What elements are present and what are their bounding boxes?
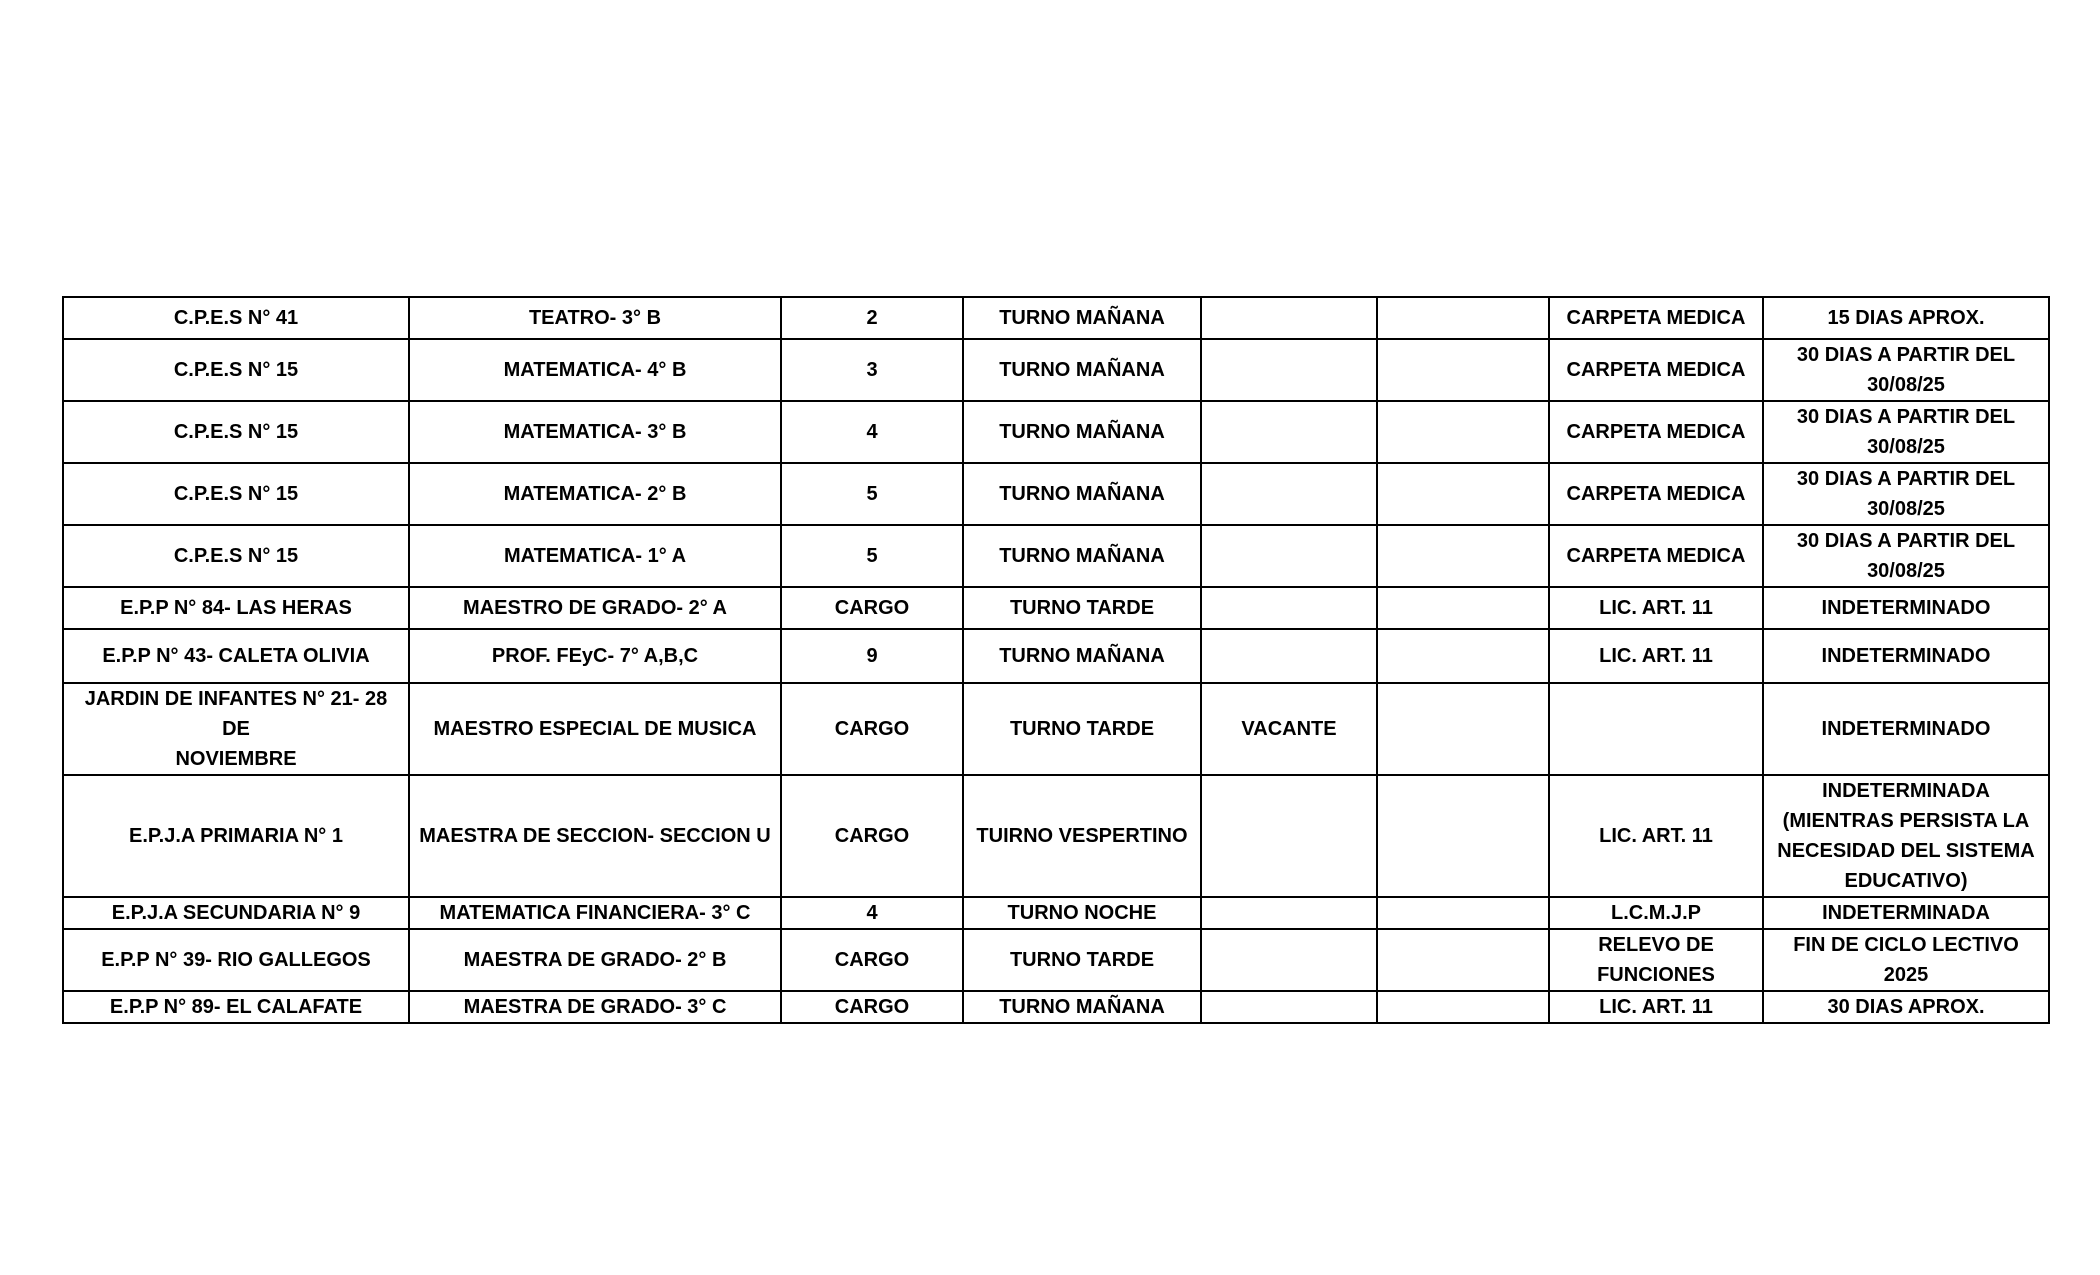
duration-cell: INDETERMINADA — [1763, 897, 2049, 929]
school-cell: E.P.J.A PRIMARIA N° 1 — [63, 775, 409, 897]
table-row — [63, 929, 2049, 991]
shift-cell: TURNO MAÑANA — [963, 297, 1201, 339]
shift-cell: TURNO TARDE — [963, 929, 1201, 991]
shift-cell: TURNO MAÑANA — [963, 991, 1201, 1023]
subject-cell: MATEMATICA- 1° A — [409, 525, 781, 587]
shift-cell: TURNO TARDE — [963, 587, 1201, 629]
school-cell: JARDIN DE INFANTES N° 21- 28 DE NOVIEMBRE — [63, 683, 409, 775]
blank-cell — [1377, 629, 1549, 683]
shift-cell: TURNO MAÑANA — [963, 401, 1201, 463]
status-cell: VACANTE — [1201, 683, 1377, 775]
shift-cell: TURNO MAÑANA — [963, 629, 1201, 683]
status-cell — [1201, 339, 1377, 401]
table-row — [63, 297, 2049, 339]
reason-cell: LIC. ART. 11 — [1549, 587, 1763, 629]
reason-cell: CARPETA MEDICA — [1549, 525, 1763, 587]
duration-cell: 30 DIAS A PARTIR DEL 30/08/25 — [1763, 339, 2049, 401]
subject-cell: PROF. FEyC- 7° A,B,C — [409, 629, 781, 683]
blank-cell — [1377, 929, 1549, 991]
hours-cell: CARGO — [781, 775, 963, 897]
shift-cell: TURNO MAÑANA — [963, 339, 1201, 401]
status-cell — [1201, 929, 1377, 991]
subject-cell: MATEMATICA FINANCIERA- 3° C — [409, 897, 781, 929]
subject-cell: MAESTRA DE SECCION- SECCION U — [409, 775, 781, 897]
table-row — [63, 629, 2049, 683]
shift-cell: TURNO MAÑANA — [963, 463, 1201, 525]
subject-cell: MATEMATICA- 3° B — [409, 401, 781, 463]
shift-cell: TUIRNO VESPERTINO — [963, 775, 1201, 897]
blank-cell — [1377, 339, 1549, 401]
blank-cell — [1377, 401, 1549, 463]
table-row — [63, 401, 2049, 463]
hours-cell: 4 — [781, 897, 963, 929]
table-body — [63, 297, 2049, 1023]
duration-cell: 30 DIAS A PARTIR DEL 30/08/25 — [1763, 463, 2049, 525]
duration-cell: 30 DIAS APROX. — [1763, 991, 2049, 1023]
status-cell — [1201, 775, 1377, 897]
reason-cell: CARPETA MEDICA — [1549, 463, 1763, 525]
shift-cell: TURNO NOCHE — [963, 897, 1201, 929]
reason-cell: LIC. ART. 11 — [1549, 775, 1763, 897]
school-cell: E.P.P N° 43- CALETA OLIVIA — [63, 629, 409, 683]
blank-cell — [1377, 297, 1549, 339]
subject-cell: MAESTRO ESPECIAL DE MUSICA — [409, 683, 781, 775]
hours-cell: 4 — [781, 401, 963, 463]
subject-cell: MAESTRA DE GRADO- 2° B — [409, 929, 781, 991]
table-row — [63, 525, 2049, 587]
status-cell — [1201, 991, 1377, 1023]
hours-cell: CARGO — [781, 587, 963, 629]
table-row — [63, 897, 2049, 929]
blank-cell — [1377, 525, 1549, 587]
school-cell: E.P.P N° 39- RIO GALLEGOS — [63, 929, 409, 991]
hours-cell: 5 — [781, 463, 963, 525]
hours-cell: 9 — [781, 629, 963, 683]
blank-cell — [1377, 775, 1549, 897]
blank-cell — [1377, 587, 1549, 629]
reason-cell: CARPETA MEDICA — [1549, 339, 1763, 401]
subject-cell: MATEMATICA- 4° B — [409, 339, 781, 401]
duration-cell: FIN DE CICLO LECTIVO 2025 — [1763, 929, 2049, 991]
reason-cell: CARPETA MEDICA — [1549, 401, 1763, 463]
subject-cell: MAESTRO DE GRADO- 2° A — [409, 587, 781, 629]
school-cell: E.P.P N° 84- LAS HERAS — [63, 587, 409, 629]
hours-cell: 2 — [781, 297, 963, 339]
status-cell — [1201, 297, 1377, 339]
duration-cell: INDETERMINADO — [1763, 629, 2049, 683]
duration-cell: INDETERMINADA (MIENTRAS PERSISTA LA NECESIDAD DEL SISTEMA EDUCATIVO) — [1763, 775, 2049, 897]
status-cell — [1201, 629, 1377, 683]
table-row — [63, 775, 2049, 897]
hours-cell: 5 — [781, 525, 963, 587]
status-cell — [1201, 587, 1377, 629]
hours-cell: 3 — [781, 339, 963, 401]
blank-cell — [1377, 897, 1549, 929]
table-row — [63, 587, 2049, 629]
school-cell: C.P.E.S N° 15 — [63, 463, 409, 525]
subject-cell: MAESTRA DE GRADO- 3° C — [409, 991, 781, 1023]
school-cell: E.P.J.A SECUNDARIA N° 9 — [63, 897, 409, 929]
duration-cell: 30 DIAS A PARTIR DEL 30/08/25 — [1763, 525, 2049, 587]
reason-cell: LIC. ART. 11 — [1549, 629, 1763, 683]
subject-cell: TEATRO- 3° B — [409, 297, 781, 339]
hours-cell: CARGO — [781, 929, 963, 991]
school-cell: E.P.P N° 89- EL CALAFATE — [63, 991, 409, 1023]
status-cell — [1201, 463, 1377, 525]
duration-cell: 15 DIAS APROX. — [1763, 297, 2049, 339]
blank-cell — [1377, 991, 1549, 1023]
school-cell: C.P.E.S N° 15 — [63, 525, 409, 587]
school-cell: C.P.E.S N° 41 — [63, 297, 409, 339]
hours-cell: CARGO — [781, 683, 963, 775]
school-cell: C.P.E.S N° 15 — [63, 401, 409, 463]
status-cell — [1201, 525, 1377, 587]
table-row — [63, 683, 2049, 775]
reason-cell: L.C.M.J.P — [1549, 897, 1763, 929]
shift-cell: TURNO TARDE — [963, 683, 1201, 775]
blank-cell — [1377, 683, 1549, 775]
shift-cell: TURNO MAÑANA — [963, 525, 1201, 587]
status-cell — [1201, 401, 1377, 463]
table-row — [63, 339, 2049, 401]
blank-cell — [1377, 463, 1549, 525]
duration-cell: INDETERMINADO — [1763, 683, 2049, 775]
table-row — [63, 463, 2049, 525]
table-row — [63, 991, 2049, 1023]
reason-cell: RELEVO DE FUNCIONES — [1549, 929, 1763, 991]
subject-cell: MATEMATICA- 2° B — [409, 463, 781, 525]
status-cell — [1201, 897, 1377, 929]
duration-cell: INDETERMINADO — [1763, 587, 2049, 629]
vacancies-table — [62, 296, 2050, 1024]
hours-cell: CARGO — [781, 991, 963, 1023]
reason-cell: CARPETA MEDICA — [1549, 297, 1763, 339]
duration-cell: 30 DIAS A PARTIR DEL 30/08/25 — [1763, 401, 2049, 463]
reason-cell — [1549, 683, 1763, 775]
reason-cell: LIC. ART. 11 — [1549, 991, 1763, 1023]
school-cell: C.P.E.S N° 15 — [63, 339, 409, 401]
